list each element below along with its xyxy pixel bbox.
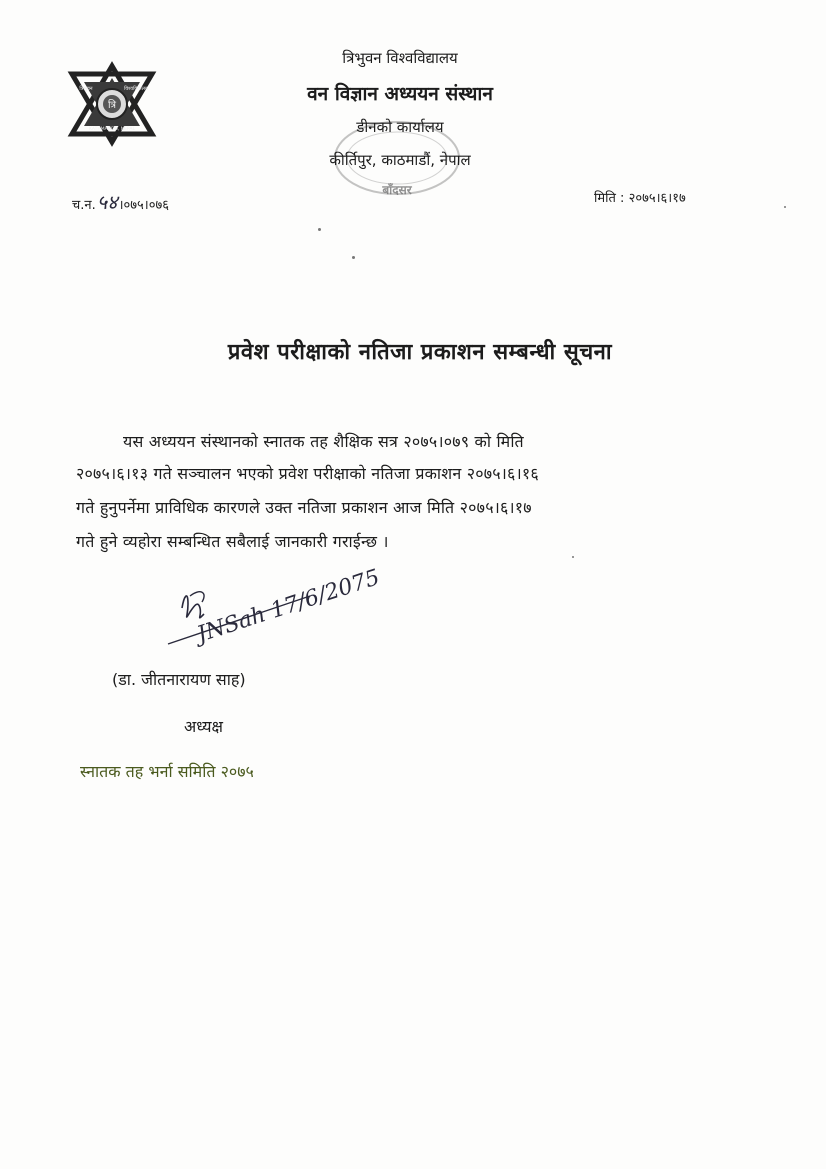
body-line: गते हुनुपर्नेमा प्राविधिक कारणले उक्त नतिजा प्रकाशन आज मिति २०७५।६।१७ (76, 498, 532, 517)
stamp-text: बाँदसर (382, 183, 412, 197)
reference-number (72, 188, 169, 215)
university-name: त्रिभुवन विश्वविद्यालय (342, 49, 458, 67)
svg-text:त्रि: त्रि (107, 100, 117, 111)
committee-name: स्नातक तह भर्ना समिति २०७५ (80, 762, 254, 781)
signatory-name: (डा. जीतनारायण साह) (112, 670, 246, 689)
body-line: यस अध्ययन संस्थानको स्नातक तह शैक्षिक सत्र २०७५।०७९ को मिति (123, 432, 524, 451)
issue-date (594, 188, 686, 206)
body-line: २०७५।६।१३ गते सञ्चालन भएको प्रवेश परीक्षाको नतिजा प्रकाशन २०७५।६।१६ (76, 464, 539, 483)
emblem-text-left: त्रिभुवन (79, 86, 93, 92)
scan-speck (318, 228, 321, 231)
reference-fiscal-year: ।०७५।०७६ (118, 198, 169, 213)
signatory-role: अध्यक्ष (184, 717, 223, 736)
reference-handwritten-number: ५४ (96, 190, 118, 214)
tribhuvan-university-emblem-icon (66, 64, 158, 144)
date-label: मिति : (594, 191, 625, 206)
notice-title: प्रवेश परीक्षाको नतिजा प्रकाशन सम्बन्धी सूचना (227, 340, 613, 365)
reference-prefix: च.न. (72, 198, 96, 213)
office-address: कीर्तिपुर, काठमाडौं, नेपाल (329, 151, 471, 169)
office-name: डीनको कार्यालय (356, 118, 444, 136)
emblem-text-right: विश्वविद्यालय (124, 86, 148, 92)
scan-speck (572, 556, 574, 558)
scan-speck (352, 256, 355, 259)
emblem-text-bottom: KATHMANDU, NEPAL (89, 127, 135, 132)
institute-name: वन विज्ञान अध्ययन संस्थान (307, 83, 493, 105)
scan-speck (784, 206, 786, 208)
date-value: २०७५।६।१७ (628, 191, 686, 206)
body-line: गते हुने व्यहोरा सम्बन्धित सबैलाई जानकारी गराईन्छ । (76, 532, 389, 551)
signature-text: JNSah 17/6/2075 (194, 565, 383, 648)
handwritten-signature (160, 565, 383, 678)
